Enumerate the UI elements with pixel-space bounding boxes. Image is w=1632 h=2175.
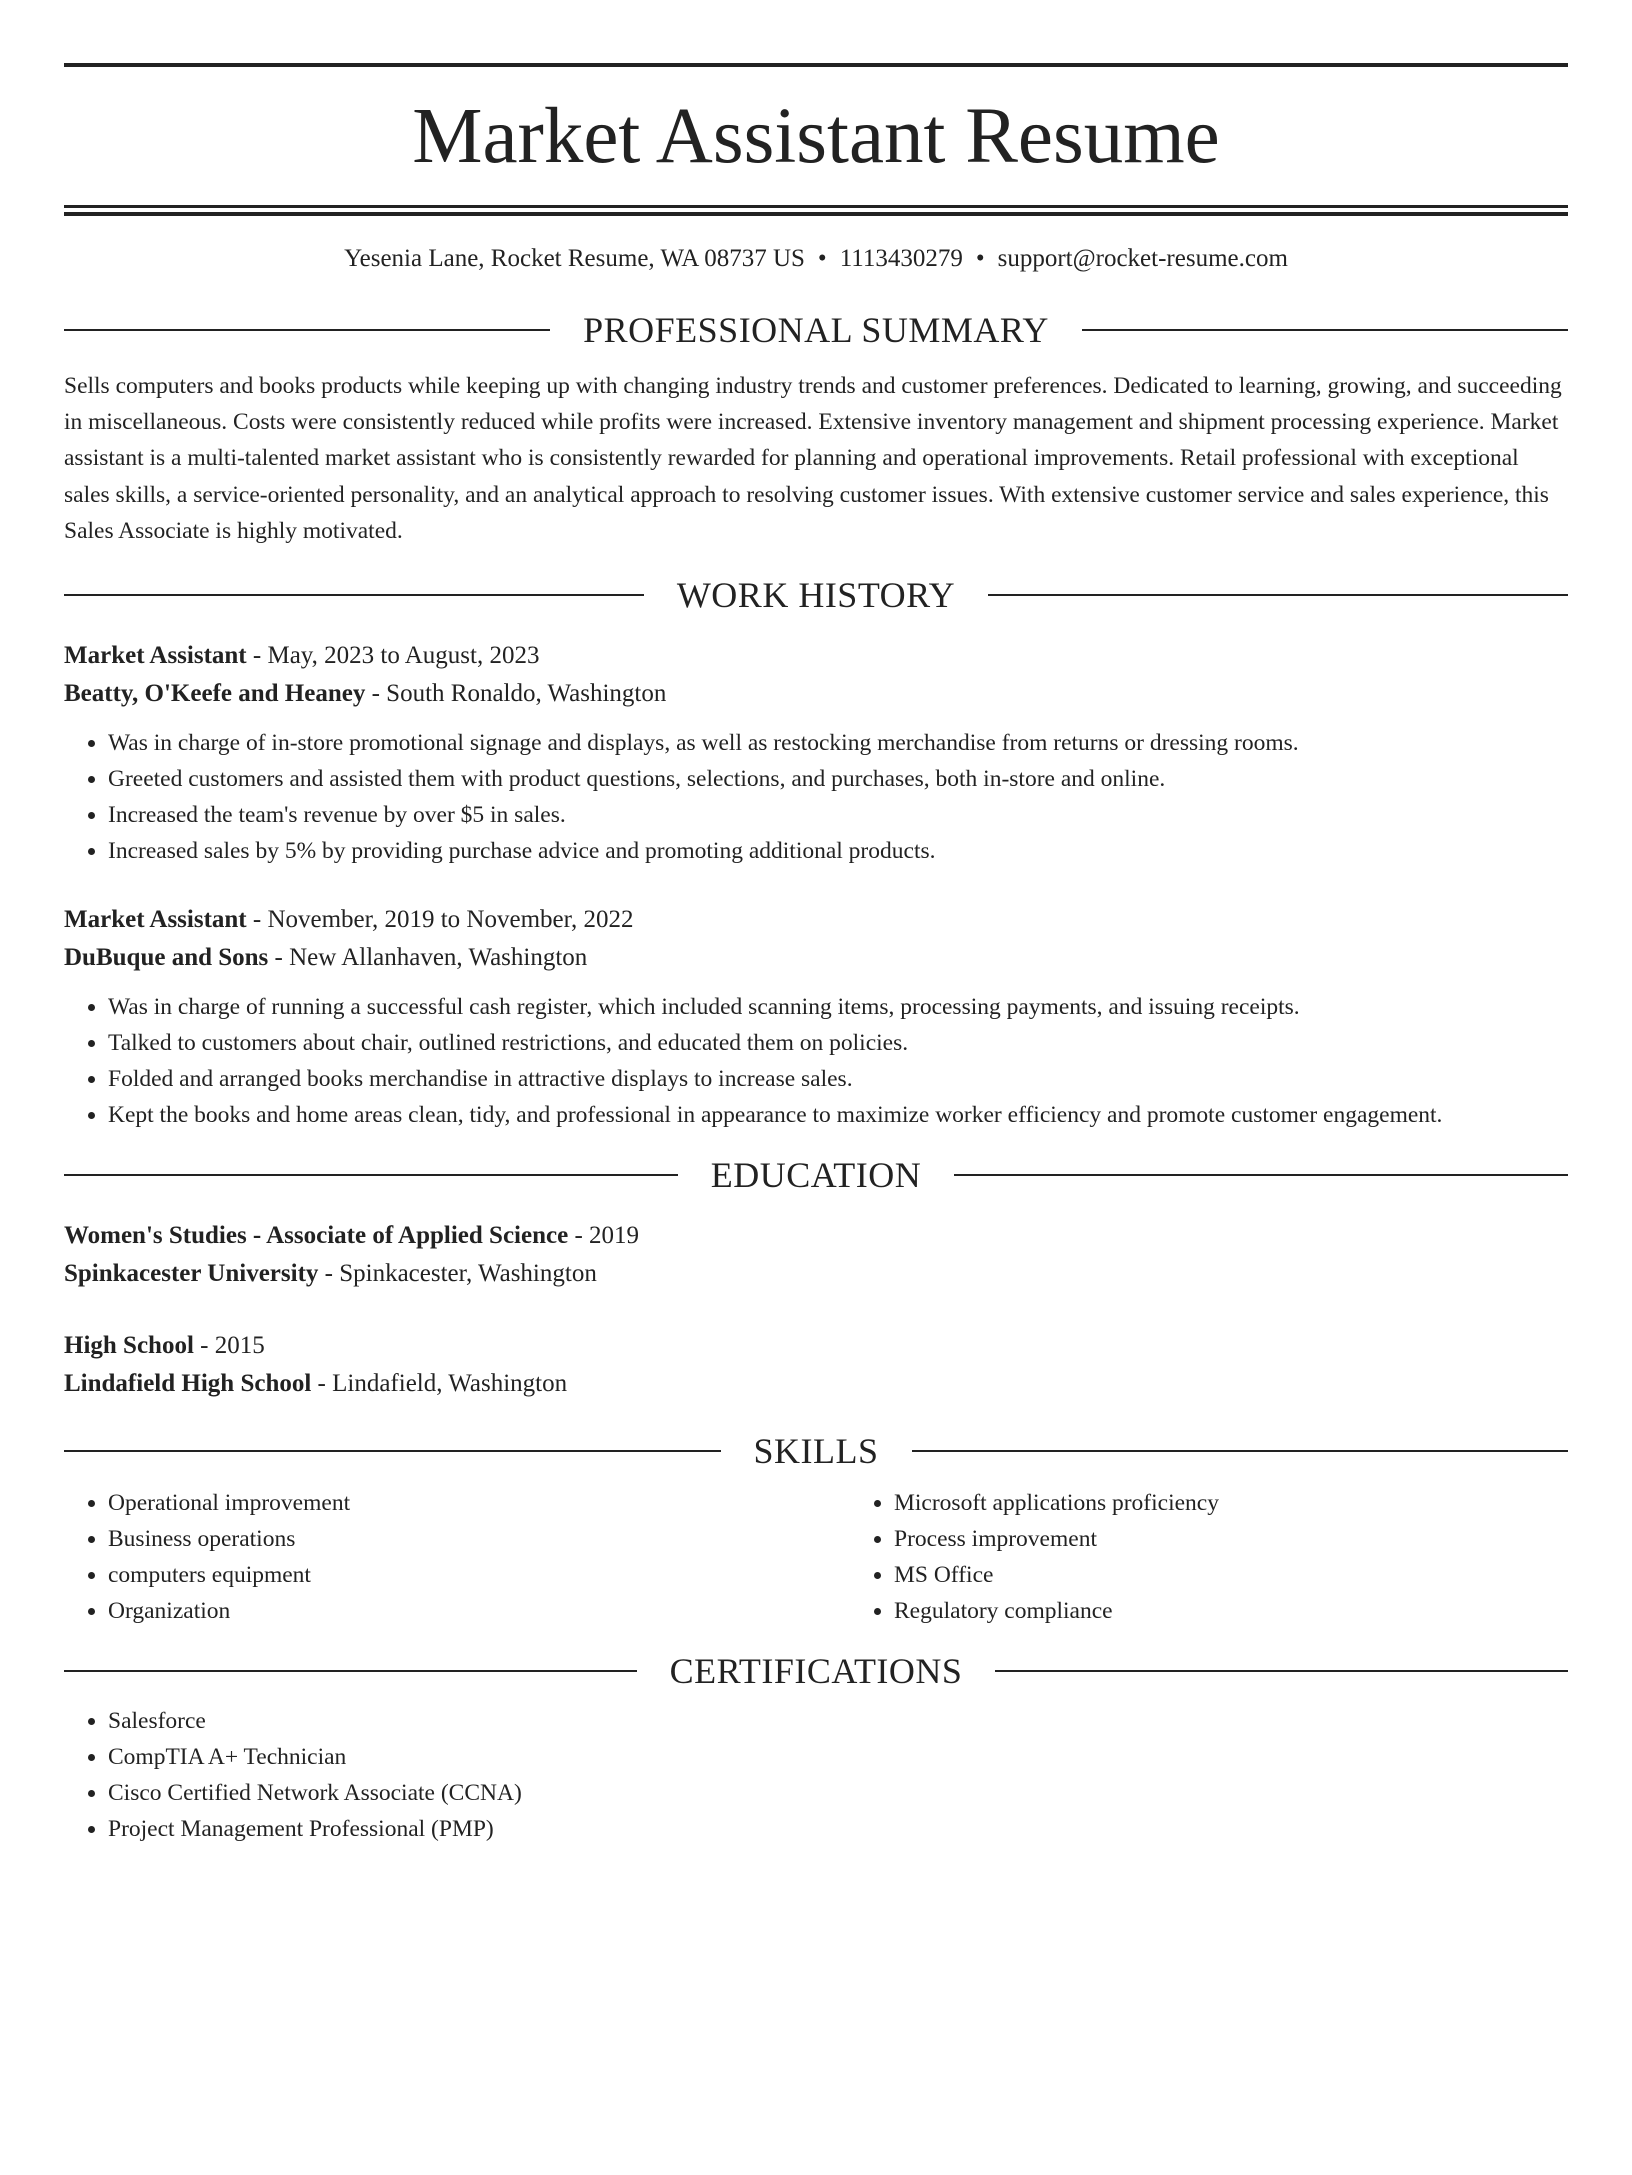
- contact-separator: •: [817, 245, 827, 272]
- education-entry: [64, 1217, 1568, 1293]
- certification-item: • Project Management Professional (PMP): [108, 1811, 1568, 1847]
- job-title-line: [64, 901, 1568, 939]
- education-school: Lindafield High School: [64, 1370, 312, 1398]
- work-section-header: [64, 575, 1568, 615]
- education-section-header: [64, 1155, 1568, 1195]
- education-school-line: [64, 1365, 1568, 1403]
- skill-item: • MS Office: [894, 1557, 1568, 1593]
- section-rule-right: [988, 594, 1568, 596]
- education-degree-line: [64, 1327, 1568, 1365]
- section-rule-right: [912, 1450, 1569, 1452]
- contact-address: Yesenia Lane, Rocket Resume, WA 08737 US: [344, 245, 805, 272]
- certification-item: • Cisco Certified Network Associate (CCNA): [108, 1775, 1568, 1811]
- job-title: Market Assistant: [64, 642, 247, 670]
- professional-summary-text: Sells computers and books products while keeping up with changing industry trends and customer preferences. Dedicated to learning, growing, and succeeding in miscellaneous. Costs were consistently reduced while profits were increased. Extensive inventory management and shipment processing experience. Market assistant is a multi-talented market assistant who is consistently rewarded for planning and operational improvements. Retail professional with exceptional sales skills, a service-oriented personality, and an analytical approach to resolving customer issues. With extensive customer service and sales experience, this Sales Associate is highly motivated.: [64, 373, 1562, 544]
- job-company-line: [64, 939, 1568, 977]
- top-rule: [64, 63, 1568, 67]
- education-section-title: EDUCATION: [710, 1155, 922, 1196]
- skills-list-right: [850, 1485, 1568, 1629]
- education-location: - Spinkacester, Washington: [318, 1260, 597, 1288]
- job-company-line: [64, 675, 1568, 713]
- skills-grid: [64, 1485, 1568, 1629]
- section-rule-left: [64, 1174, 678, 1176]
- job-title-line: [64, 637, 1568, 675]
- education-degree-line: [64, 1217, 1568, 1255]
- section-rule-right: [995, 1670, 1568, 1672]
- work-section-title: WORK HISTORY: [676, 575, 956, 616]
- job-bullet: • Increased sales by 5% by providing purchase advice and promoting additional products.: [108, 833, 1568, 869]
- skill-item: • Microsoft applications proficiency: [894, 1485, 1568, 1521]
- section-rule-left: [64, 1670, 637, 1672]
- certifications-section-header: [64, 1651, 1568, 1691]
- job-location: - New Allanhaven, Washington: [268, 944, 588, 972]
- education-entry: [64, 1327, 1568, 1403]
- job-dates: - November, 2019 to November, 2022: [246, 906, 634, 934]
- contact-line: [64, 244, 1568, 274]
- job-bullet: • Kept the books and home areas clean, tidy, and professional in appearance to maximize worker efficiency and promote customer engagement.: [108, 1097, 1568, 1133]
- section-rule-left: [64, 329, 550, 331]
- education-school-line: [64, 1255, 1568, 1293]
- job-bullet: • Was in charge of running a successful cash register, which included scanning items, processing payments, and issuing receipts.: [108, 989, 1568, 1025]
- job-entry: [64, 637, 1568, 869]
- education-degree: High School: [64, 1332, 194, 1360]
- education-school: Spinkacester University: [64, 1260, 319, 1288]
- certification-item: • CompTIA A+ Technician: [108, 1739, 1568, 1775]
- title-double-rule: [64, 205, 1568, 216]
- skill-item: • Operational improvement: [108, 1485, 850, 1521]
- job-entry: [64, 901, 1568, 1133]
- resume-title: Market Assistant Resume: [412, 93, 1220, 180]
- skills-list-left: [64, 1485, 850, 1629]
- skill-item: • Organization: [108, 1593, 850, 1629]
- skills-section-title: SKILLS: [753, 1431, 879, 1472]
- education-year: - 2019: [568, 1222, 640, 1250]
- job-bullets: [64, 725, 1568, 869]
- summary-section-header: [64, 310, 1568, 350]
- job-bullet: • Talked to customers about chair, outlined restrictions, and educated them on policies.: [108, 1025, 1568, 1061]
- education-location: - Lindafield, Washington: [311, 1370, 568, 1398]
- section-rule-left: [64, 1450, 721, 1452]
- skill-item: • Regulatory compliance: [894, 1593, 1568, 1629]
- job-bullets: [64, 989, 1568, 1133]
- resume-page: [0, 63, 1632, 2175]
- skill-item: • computers equipment: [108, 1557, 850, 1593]
- job-dates: - May, 2023 to August, 2023: [246, 642, 540, 670]
- job-title: Market Assistant: [64, 906, 247, 934]
- summary-section-title: PROFESSIONAL SUMMARY: [583, 310, 1049, 350]
- contact-phone: 1113430279: [839, 245, 963, 272]
- skill-item: • Process improvement: [894, 1521, 1568, 1557]
- certification-item: • Salesforce: [108, 1703, 1568, 1739]
- job-company: Beatty, O'Keefe and Heaney: [64, 680, 366, 708]
- job-company: DuBuque and Sons: [64, 944, 269, 972]
- certifications-section-title: CERTIFICATIONS: [669, 1651, 963, 1692]
- section-rule-right: [1082, 329, 1568, 331]
- contact-email: support@rocket-resume.com: [997, 245, 1288, 272]
- education-year: - 2015: [193, 1332, 265, 1360]
- section-rule-right: [954, 1174, 1568, 1176]
- section-rule-left: [64, 594, 644, 596]
- job-bullet: • Greeted customers and assisted them with product questions, selections, and purchases, both in-store and online.: [108, 761, 1568, 797]
- contact-separator: •: [975, 245, 985, 272]
- job-bullet: • Folded and arranged books merchandise in attractive displays to increase sales.: [108, 1061, 1568, 1097]
- job-location: - South Ronaldo, Washington: [365, 680, 667, 708]
- job-bullet: • Increased the team's revenue by over $5 in sales.: [108, 797, 1568, 833]
- skills-section-header: [64, 1431, 1568, 1471]
- certifications-list: [64, 1703, 1568, 1847]
- education-degree: Women's Studies - Associate of Applied Science: [64, 1222, 569, 1250]
- job-bullet: • Was in charge of in-store promotional signage and displays, as well as restocking merchandise from returns or dressing rooms.: [108, 725, 1568, 761]
- skill-item: • Business operations: [108, 1521, 850, 1557]
